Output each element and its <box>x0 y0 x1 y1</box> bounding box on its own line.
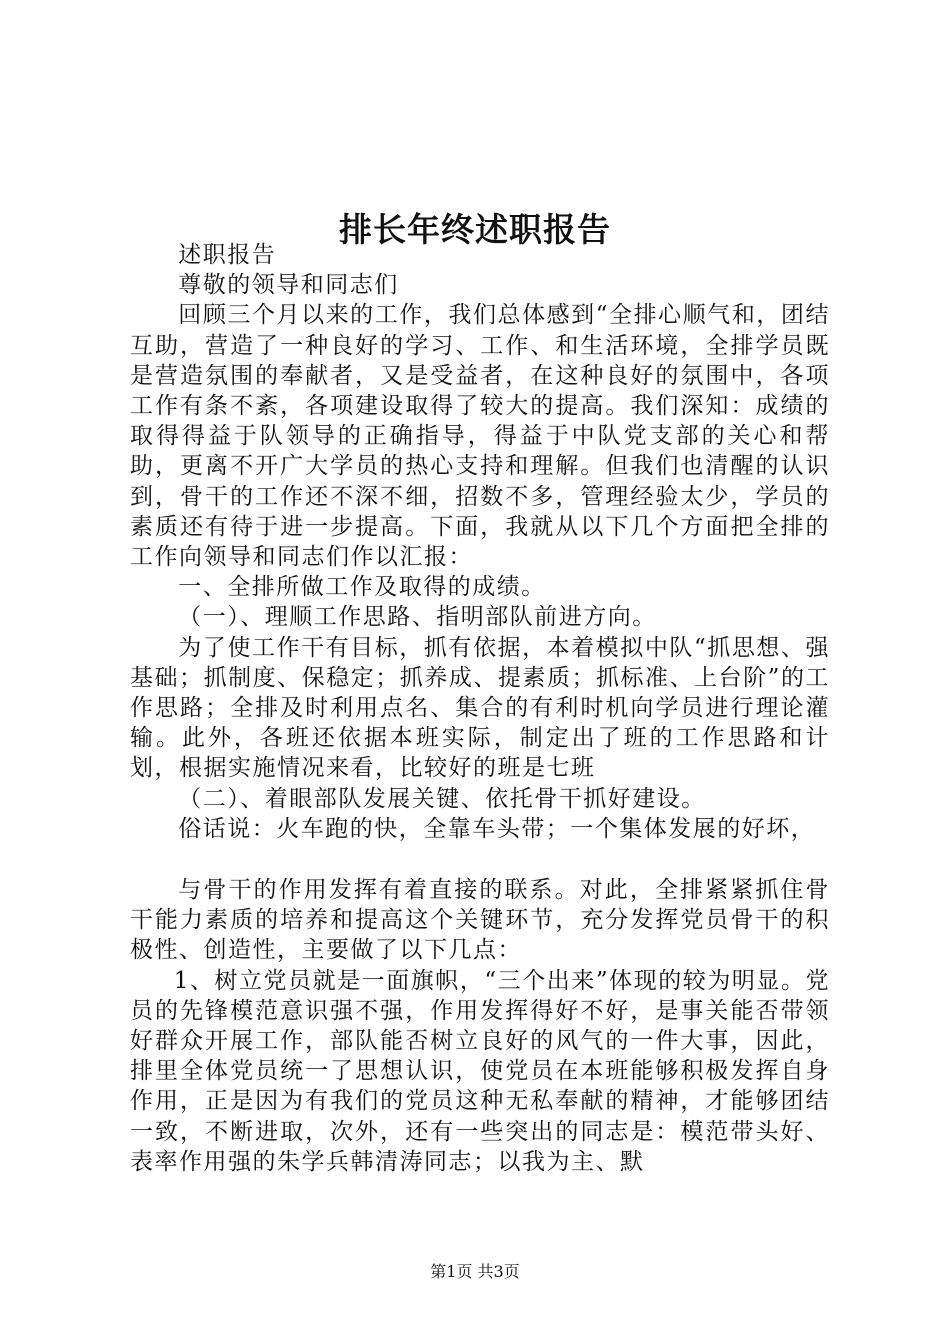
paragraph: 与骨干的作用发挥有着直接的联系。对此，全排紧紧抓住骨干能力素质的培养和提高这个关键环节，充分发挥党员骨干的积极性、创造性，主要做了以下几点： <box>130 877 830 964</box>
paragraph: 回顾三个月以来的工作，我们总体感到“全排心顺气和，团结互助，营造了一种良好的学习、工作、和生活环境，全排学员既是营造氛围的奉献者，又是受益者，在这种良好的氛围中，各项工作有条不紊，各项建设取得了较大的提高。我们深知：成绩的取得得益于队领导的正确指导，得益于中队党支部的关心和帮助，更离不开广大学员的热心支持和理解。但我们也清醒的认识到，骨干的工作还不深不细，招数不多，管理经验太少，学员的素质还有待于进一步提高。下面，我就从以下几个方面把全排的工作向领导和同志们作以汇报： <box>130 302 830 571</box>
paragraph: （二）、着眼部队发展关键、依托骨干抓好建设。 <box>178 785 706 812</box>
paragraph: 尊敬的领导和同志们 <box>178 272 399 299</box>
paragraph: 俗话说：火车跑的快，全靠车头带；一个集体发展的好坏， <box>178 815 816 842</box>
paragraph: 为了使工作干有目标，抓有依据，本着模拟中队“抓思想、强基础；抓制度、保稳定；抓养成、提素质；抓标准、上台阶”的工作思路；全排及时利用点名、集合的有利时机向学员进行理论灌输。此外，各班还依据本班实际，制定出了班的工作思路和计划，根据实施情况来看，比较好的班是七班 <box>130 634 830 782</box>
document-title: 排长年终述职报告 <box>339 210 611 250</box>
paragraph: （一）、理顺工作思路、指明部队前进方向。 <box>178 604 657 631</box>
paragraph: 一、全排所做工作及取得的成绩。 <box>178 574 546 601</box>
body-text-block-1 <box>130 240 830 844</box>
body-text-block-2 <box>130 875 830 1177</box>
page-footer: 第1页 共3页 <box>430 1262 520 1281</box>
paragraph: 1、树立党员就是一面旗帜，“三个出来”体现的较为明显。党员的先锋模范意识强不强，作用发挥得好不好，是事关能否带领好群众开展工作，部队能否树立良好的风气的一件大事，因此，排里全体党员统一了思想认识，使党员在本班能够积极发挥自身作用，正是因为有我们的党员这种无私奉献的精神，才能够团结一致，不断进取，次外，还有一些突出的同志是：模范带头好、表率作用强的朱学兵韩清涛同志；以我为主、默 <box>130 967 830 1175</box>
paragraph: 述职报告 <box>178 242 277 268</box>
